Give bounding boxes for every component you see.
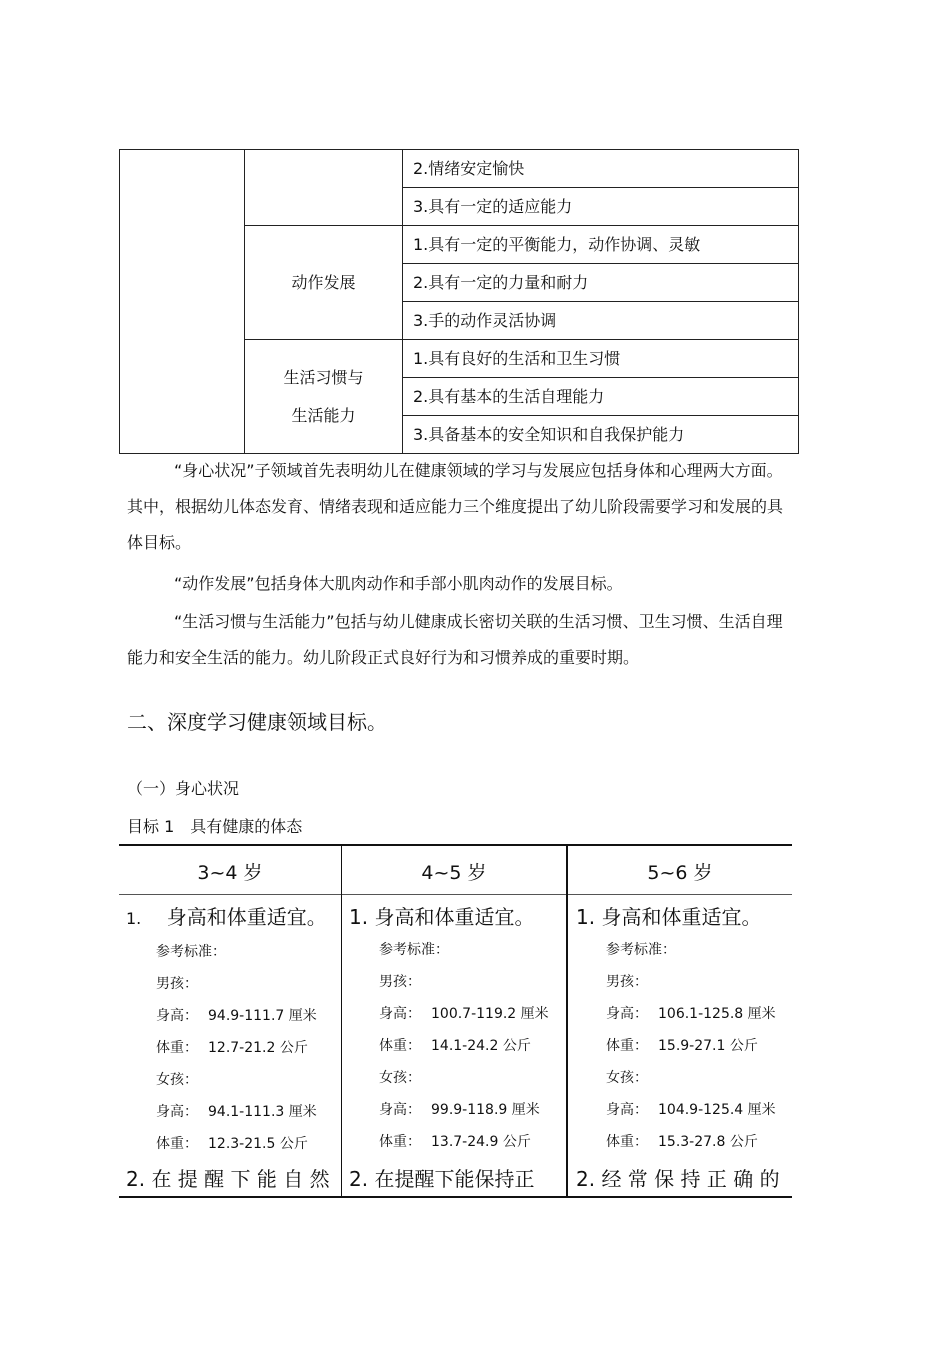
header-age-4-5: 4~5 岁 <box>421 862 487 884</box>
reference-label: 参考标准： <box>379 942 449 958</box>
goal-item-2: 2. 在提醒下能保持正 <box>349 1167 535 1191</box>
goal-title: 目标 1 具有健康的体态 <box>127 817 303 836</box>
height-value: 99.9-118.9 厘米 <box>431 1102 540 1118</box>
boy-height <box>126 1000 341 1032</box>
girl-weight <box>126 1128 341 1160</box>
weight-label: 体重： <box>606 1038 648 1054</box>
weight-value: 15.3-27.8 公斤 <box>658 1134 758 1150</box>
goal-cell: 3.具备基本的安全知识和自我保护能力 <box>403 416 799 454</box>
height-label: 身高： <box>156 1008 198 1024</box>
boy-height <box>576 998 791 1030</box>
domain-cell <box>120 150 245 454</box>
goal-item-1 <box>576 904 791 930</box>
column-divider <box>566 844 568 1198</box>
category-label-line1: 生活习惯与 <box>283 367 364 387</box>
item-text: 身高和体重适宜。 <box>601 905 762 929</box>
girl-height <box>576 1094 791 1126</box>
weight-label: 体重： <box>156 1040 198 1056</box>
header-age-3-4: 3~4 岁 <box>197 862 263 884</box>
weight-value: 12.3-21.5 公斤 <box>208 1136 308 1152</box>
height-label: 身高： <box>156 1104 198 1120</box>
table-top-rule <box>119 844 792 846</box>
boy-height <box>349 998 564 1030</box>
goal-cell: 2.具有一定的力量和耐力 <box>403 264 799 302</box>
paragraph-motor: “动作发展”包括身体大肌肉动作和手部小肌肉动作的发展目标。 <box>174 574 623 593</box>
goal-cell: 1.具有一定的平衡能力，动作协调、灵敏 <box>403 226 799 264</box>
subsection-heading: （一）身心状况 <box>127 779 240 798</box>
height-label: 身高： <box>379 1006 421 1022</box>
girl-weight <box>576 1126 791 1158</box>
goals-table <box>119 149 799 454</box>
boy-label: 男孩： <box>156 976 198 992</box>
height-value: 100.7-119.2 厘米 <box>431 1006 549 1022</box>
girl-label: 女孩： <box>606 1070 648 1086</box>
category-cell-motor <box>245 226 403 340</box>
item-number: 1. <box>576 905 596 929</box>
boy-label: 男孩： <box>379 974 421 990</box>
girl-height <box>349 1094 564 1126</box>
item-number: 1. <box>349 905 369 929</box>
section-heading: 二、深度学习健康领域目标。 <box>127 710 387 734</box>
height-value: 106.1-125.8 厘米 <box>658 1006 776 1022</box>
weight-label: 体重： <box>606 1134 648 1150</box>
boy-weight <box>126 1032 341 1064</box>
weight-label: 体重： <box>379 1134 421 1150</box>
goal-item-1 <box>126 904 341 932</box>
goal-item-1 <box>349 904 564 930</box>
height-label: 身高： <box>379 1102 421 1118</box>
height-label: 身高： <box>606 1102 648 1118</box>
girl-label: 女孩： <box>156 1072 198 1088</box>
age-column-5-6 <box>576 904 791 1191</box>
goal-cell: 1.具有良好的生活和卫生习惯 <box>403 340 799 378</box>
category-cell-life-habits <box>245 340 403 454</box>
category-cell-emotion <box>245 150 403 226</box>
goal-cell: 2.具有基本的生活自理能力 <box>403 378 799 416</box>
girl-weight <box>349 1126 564 1158</box>
weight-value: 15.9-27.1 公斤 <box>658 1038 758 1054</box>
table-header-rule <box>119 894 792 895</box>
paragraph-life-habits: “生活习惯与生活能力”包括与幼儿健康成长密切关联的生活习惯、卫生习惯、生活自理能力和安全生活的能力。幼儿阶段正式良好行为和习惯养成的重要时期。 <box>127 612 783 667</box>
goal-cell: 3.具有一定的适应能力 <box>403 188 799 226</box>
goal-cell: 2.情绪安定愉快 <box>403 150 799 188</box>
age-column-3-4 <box>126 904 341 1191</box>
weight-value: 12.7-21.2 公斤 <box>208 1040 308 1056</box>
table-bottom-rule <box>119 1196 792 1198</box>
weight-value: 14.1-24.2 公斤 <box>431 1038 531 1054</box>
weight-label: 体重： <box>379 1038 421 1054</box>
item-number: 1. <box>126 909 142 928</box>
goal-item-2: 2. 经 常 保 持 正 确 的 <box>576 1167 780 1191</box>
boy-label: 男孩： <box>606 974 648 990</box>
age-goals-table <box>119 844 792 1198</box>
girl-height <box>126 1096 341 1128</box>
height-value: 104.9-125.4 厘米 <box>658 1102 776 1118</box>
category-label: 动作发展 <box>291 272 356 292</box>
paragraph-physical-mental: “身心状况”子领域首先表明幼儿在健康领域的学习与发展应包括身体和心理两大方面。其中，根据幼儿体态发育、情绪表现和适应能力三个维度提出了幼儿阶段需要学习和发展的具体目标。 <box>127 461 784 552</box>
age-column-4-5 <box>349 904 564 1191</box>
reference-label: 参考标准： <box>156 944 226 960</box>
category-label-line2: 生活能力 <box>291 405 356 425</box>
height-value: 94.1-111.3 厘米 <box>208 1104 317 1120</box>
goal-item-2: 2. 在 提 醒 下 能 自 然 <box>126 1167 330 1191</box>
girl-label: 女孩： <box>379 1070 421 1086</box>
item-text: 身高和体重适宜。 <box>166 905 327 929</box>
height-label: 身高： <box>606 1006 648 1022</box>
column-divider <box>341 844 342 1198</box>
height-value: 94.9-111.7 厘米 <box>208 1008 317 1024</box>
reference-label: 参考标准： <box>606 942 676 958</box>
boy-weight <box>349 1030 564 1062</box>
weight-label: 体重： <box>156 1136 198 1152</box>
header-age-5-6: 5~6 岁 <box>647 862 713 884</box>
weight-value: 13.7-24.9 公斤 <box>431 1134 531 1150</box>
goal-cell: 3.手的动作灵活协调 <box>403 302 799 340</box>
boy-weight <box>576 1030 791 1062</box>
item-text: 身高和体重适宜。 <box>374 905 535 929</box>
